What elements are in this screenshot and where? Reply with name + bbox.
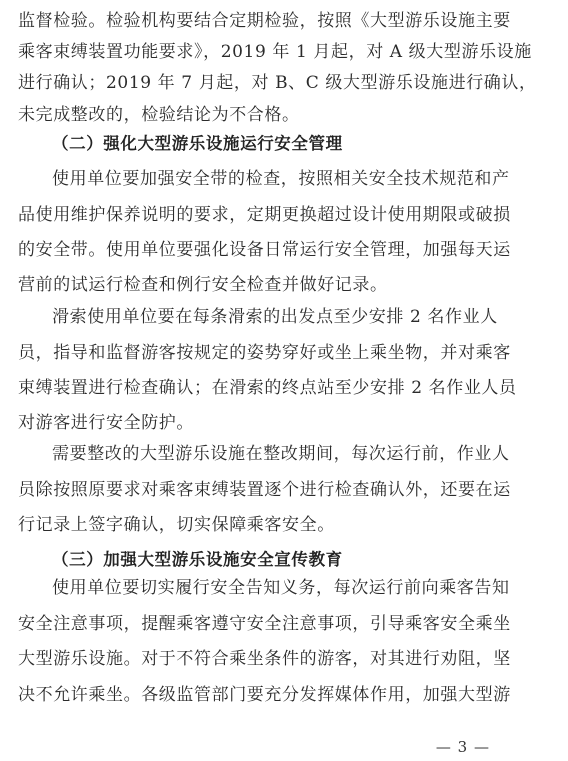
paragraph-line: 束缚装置进行检查确认；在滑索的终点站至少安排 2 名作业人员 [18,378,517,398]
paragraph-line: 进行确认；2019 年 7 月起，对 B、C 级大型游乐设施进行确认， [18,73,537,93]
paragraph-line: 使用单位要切实履行安全告知义务，每次运行前向乘客告知 [52,578,510,598]
paragraph-line: 决不允许乘坐。各级监管部门要充分发挥媒体作用，加强大型游 [18,685,511,705]
section-heading-3: （三）加强大型游乐设施安全宣传教育 [52,550,343,569]
paragraph-line: 使用单位要加强安全带的检查，按照相关安全技术规范和产 [52,169,510,189]
paragraph-line: 安全注意事项，提醒乘客遵守安全注意事项，引导乘客安全乘坐 [18,614,511,634]
paragraph-line: 滑索使用单位要在每条滑索的出发点至少安排 2 名作业人 [52,307,498,327]
paragraph-line: 员，指导和监督游客按规定的姿势穿好或坐上乘坐物，并对乘客 [18,343,511,363]
paragraph-line: 大型游乐设施。对于不符合乘坐条件的游客，对其进行劝阻，坚 [18,649,511,669]
paragraph-line: 行记录上签字确认，切实保障乘客安全。 [18,515,335,535]
paragraph-line: 员除按照原要求对乘客束缚装置逐个进行检查确认外，还要在运 [18,480,511,500]
paragraph-line: 的安全带。使用单位要强化设备日常运行安全管理，加强每天运 [18,240,511,260]
paragraph-line: 监督检验。检验机构要结合定期检验，按照《大型游乐设施主要 [18,11,511,31]
paragraph-line: 营前的试运行检查和例行安全检查并做好记录。 [18,275,388,295]
paragraph-line: 需要整改的大型游乐设施在整改期间，每次运行前，作业人 [52,444,510,464]
paragraph-line: 未完成整改的，检验结论为不合格。 [18,105,300,125]
paragraph-line: 对游客进行安全防护。 [18,413,194,433]
paragraph-line: 品使用维护保养说明的要求，定期更换超过设计使用期限或破损 [18,205,511,225]
section-heading-2: （二）强化大型游乐设施运行安全管理 [52,134,343,153]
paragraph-line: 乘客束缚装置功能要求》，2019 年 1 月起，对 A 级大型游乐设施 [18,42,532,62]
page-number: — 3 — [435,738,490,756]
